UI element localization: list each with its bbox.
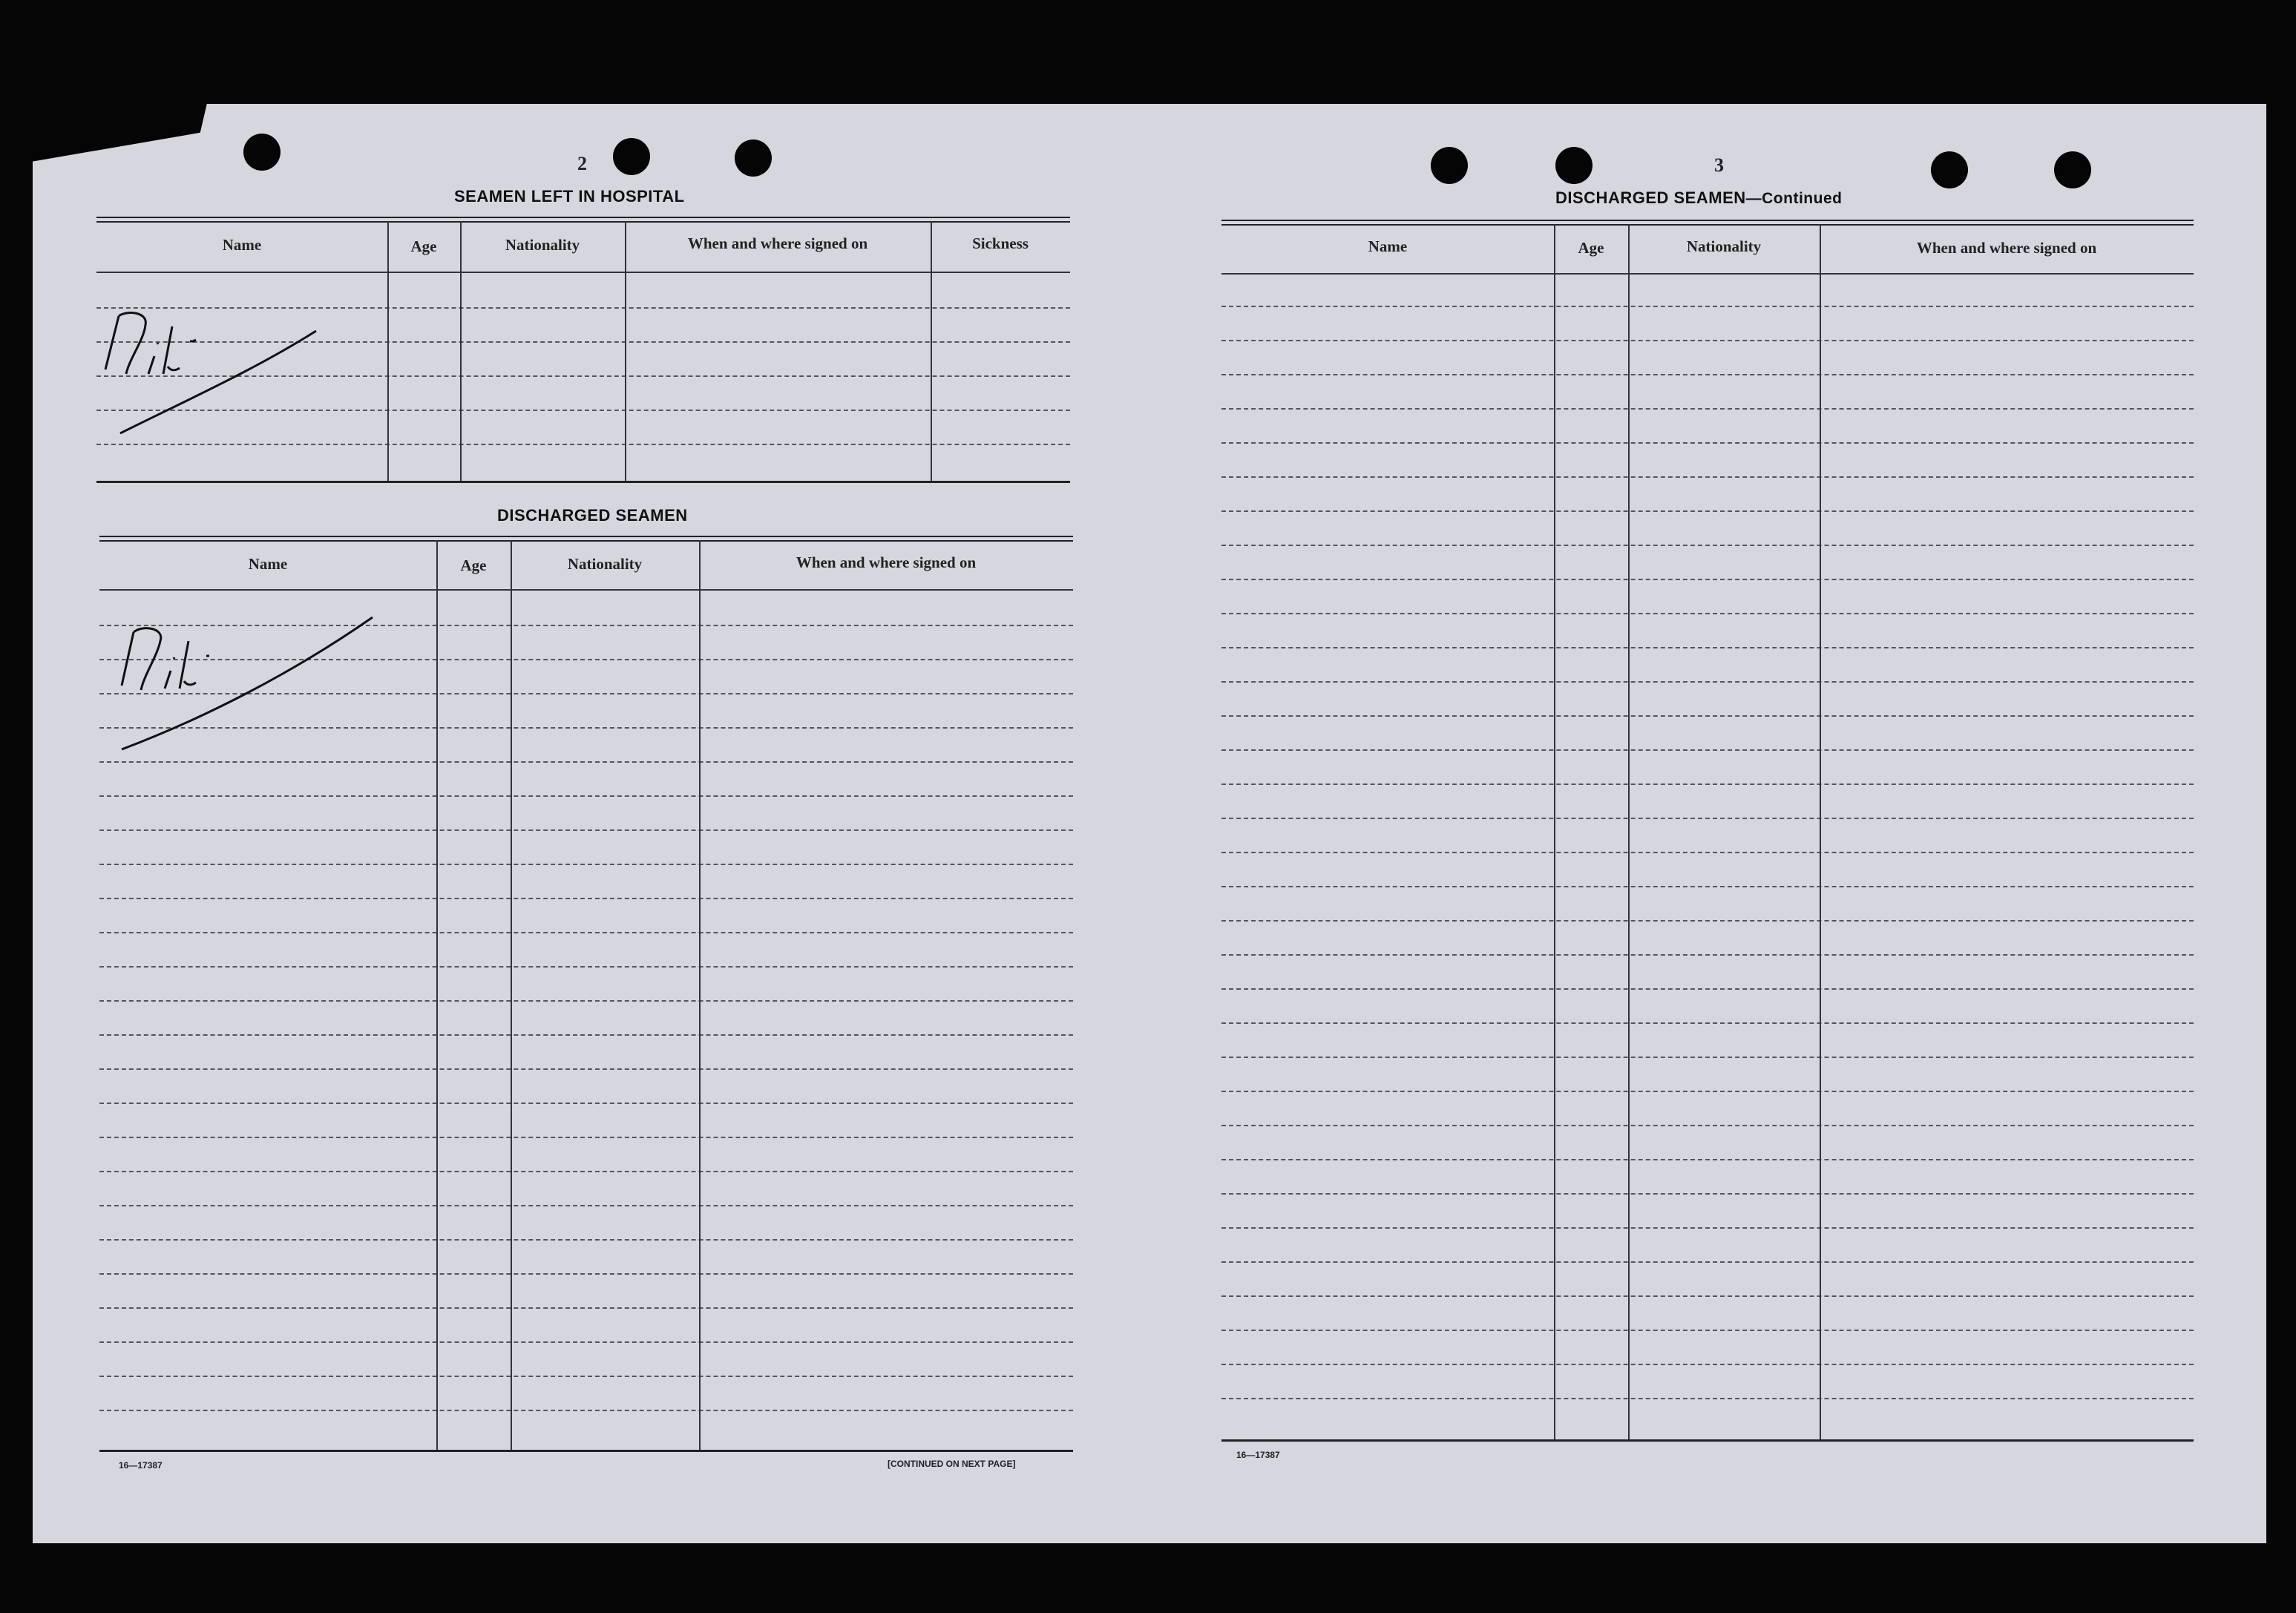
right-col-signed-on: When and where signed on [1916, 239, 2097, 257]
punch-hole [243, 134, 281, 171]
discharged-table-right [1221, 220, 2194, 1445]
right-form-number: 16—17387 [1236, 1450, 1280, 1460]
hospital-nil-handwriting [96, 297, 334, 445]
discharged-col-nationality: Nationality [567, 555, 643, 573]
right-section-title [1555, 188, 1842, 208]
punch-hole [613, 138, 650, 175]
hospital-col-sickness: Sickness [972, 234, 1029, 252]
right-col-age: Age [1578, 239, 1604, 257]
punch-hole [1555, 147, 1593, 184]
right-section-title-suffix: —Continued [1745, 190, 1843, 207]
hospital-col-name: Name [222, 236, 262, 254]
continued-note: [CONTINUED ON NEXT PAGE] [888, 1459, 1016, 1469]
discharged-col-age: Age [460, 556, 487, 574]
discharged-section-title: DISCHARGED SEAMEN [497, 506, 688, 525]
left-form-number: 16—17387 [119, 1460, 163, 1471]
punch-hole [1931, 151, 1968, 188]
right-col-name: Name [1368, 237, 1408, 255]
discharged-col-signed-on: When and where signed on [796, 553, 977, 571]
punch-hole [735, 139, 772, 177]
hospital-col-signed-on: When and where signed on [687, 234, 868, 252]
right-col-nationality: Nationality [1686, 237, 1762, 255]
right-page-number: 3 [1714, 154, 1724, 176]
punch-hole [1431, 147, 1468, 184]
left-page-number: 2 [577, 153, 587, 174]
punch-hole [2054, 151, 2091, 188]
hospital-col-age: Age [410, 237, 437, 255]
discharged-nil-handwriting [111, 608, 386, 757]
discharged-col-name: Name [248, 555, 288, 573]
hospital-section-title: SEAMEN LEFT IN HOSPITAL [454, 187, 685, 206]
hospital-col-nationality: Nationality [505, 236, 580, 254]
right-section-title-main: DISCHARGED SEAMEN [1555, 188, 1746, 207]
